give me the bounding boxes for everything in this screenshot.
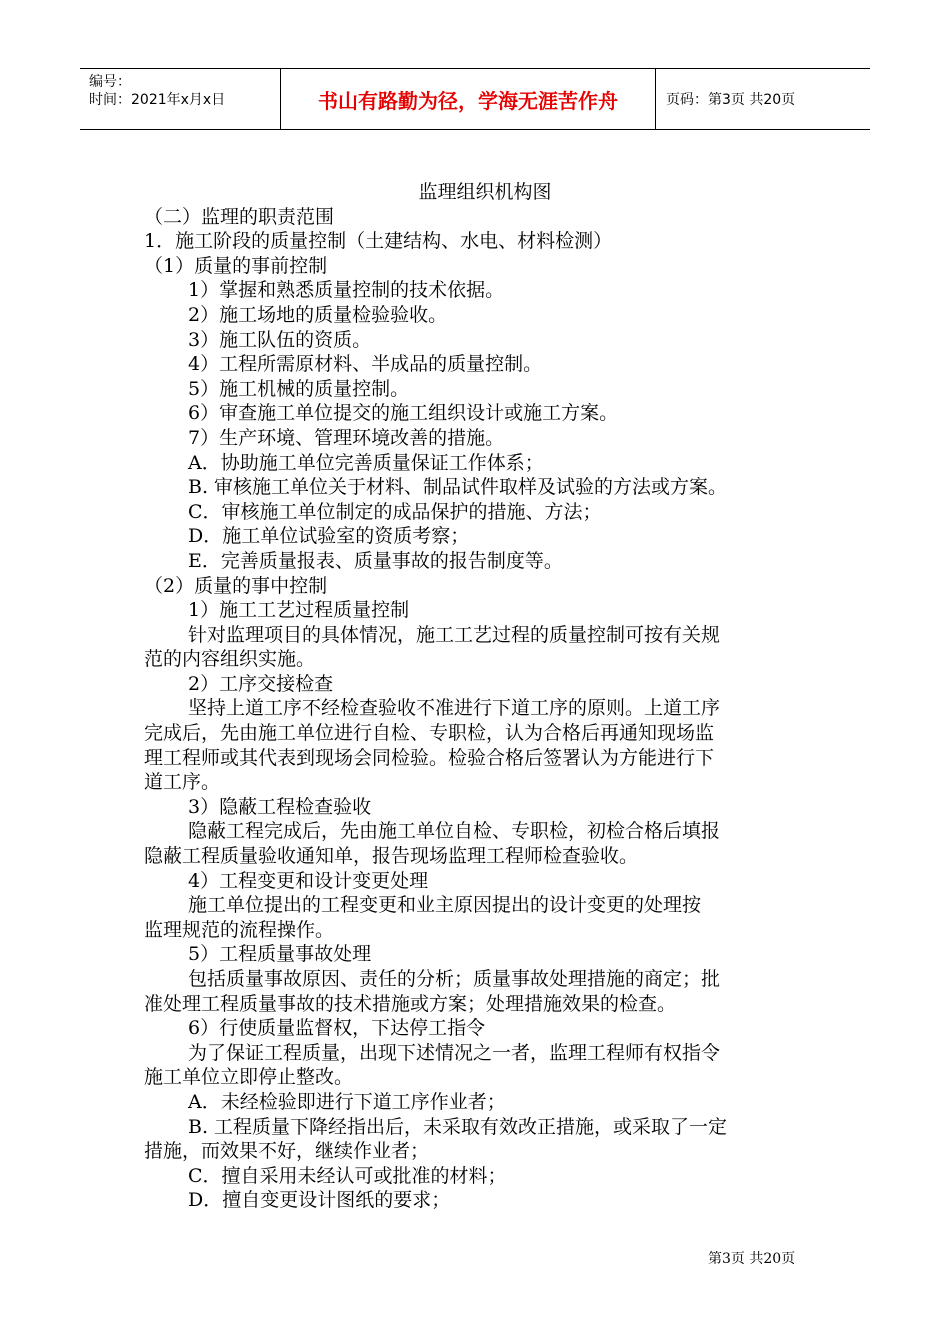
document-line: （2）质量的事中控制 <box>144 574 328 597</box>
document-title: 监理组织机构图 <box>418 181 552 203</box>
document-lines <box>144 205 814 1213</box>
document-body <box>144 180 814 1213</box>
header-motto: 书山有路勤为径，学海无涯苦作舟 <box>281 69 656 129</box>
document-line: 隐蔽工程质量验收通知单，报告现场监理工程师检查验收。 <box>144 845 639 868</box>
document-line: 5）施工机械的质量控制。 <box>188 377 410 400</box>
document-line: A．协助施工单位完善质量保证工作体系； <box>188 451 544 474</box>
document-line: 理工程师或其代表到现场会同检验。检验合格后签署认为方能进行下 <box>144 746 715 769</box>
document-line: 1）施工工艺过程质量控制 <box>188 599 410 622</box>
page-footer: 第3页 共20页 <box>708 1251 796 1267</box>
document-line: 监理规范的流程操作。 <box>144 918 335 941</box>
document-line: 2）施工场地的质量检验验收。 <box>188 303 448 326</box>
document-line: 针对监理项目的具体情况，施工工艺过程的质量控制可按有关规 <box>188 623 721 646</box>
document-line: （二）监理的职责范围 <box>144 205 335 228</box>
document-line: C．审核施工单位制定的成品保护的措施、方法； <box>188 500 602 523</box>
document-line: 坚持上道工序不经检查验收不准进行下道工序的原则。上道工序 <box>188 697 721 720</box>
document-line: 3）施工队伍的资质。 <box>188 328 372 351</box>
document-line: D．施工单位试验室的资质考察； <box>188 525 470 548</box>
page-header <box>80 68 870 130</box>
document-line: 为了保证工程质量，出现下述情况之一者，监理工程师有权指令 <box>188 1041 721 1064</box>
document-line: 4）工程变更和设计变更处理 <box>188 869 429 892</box>
document-line: 2）工序交接检查 <box>188 672 334 695</box>
document-line: D．擅自变更设计图纸的要求； <box>188 1189 451 1212</box>
document-line: 7）生产环境、管理环境改善的措施。 <box>188 426 505 449</box>
document-line: （1）质量的事前控制 <box>144 254 328 277</box>
document-line: 范的内容组织实施。 <box>144 648 316 671</box>
header-time-label: 时间：2021年x月x日 <box>89 92 226 108</box>
document-line: 4）工程所需原材料、半成品的质量控制。 <box>188 353 543 376</box>
document-line: 完成后，先由施工单位进行自检、专职检，认为合格后再通知现场监 <box>144 722 715 745</box>
document-line: 措施，而效果不好，继续作业者； <box>144 1140 430 1163</box>
document-line: 施工单位立即停止整改。 <box>144 1066 354 1089</box>
document-line: C．擅自采用未经认可或批准的材料； <box>188 1164 507 1187</box>
document-line: 3）隐蔽工程检查验收 <box>188 795 372 818</box>
document-line: 准处理工程质量事故的技术措施或方案；处理措施效果的检查。 <box>144 992 677 1015</box>
document-line: 1）掌握和熟悉质量控制的技术依据。 <box>188 279 505 302</box>
header-number-label: 编号： <box>89 74 131 90</box>
document-line: 施工单位提出的工程变更和业主原因提出的设计变更的处理按 <box>188 894 702 917</box>
document-line: A．未经检验即进行下道工序作业者； <box>188 1090 506 1113</box>
header-meta <box>80 69 281 129</box>
document-line: B. 工程质量下降经指出后，未采取有效改正措施，或采取了一定 <box>188 1115 728 1138</box>
document-line: B. 审核施工单位关于材料、制品试件取样及试验的方法或方案。 <box>188 476 728 499</box>
document-line: E．完善质量报表、质量事故的报告制度等。 <box>188 549 563 572</box>
document-line: 1．施工阶段的质量控制（土建结构、水电、材料检测） <box>144 230 613 253</box>
document-line: 隐蔽工程完成后，先由施工单位自检、专职检，初检合格后填报 <box>188 820 721 843</box>
document-line: 包括质量事故原因、责任的分析；质量事故处理措施的商定；批 <box>188 968 721 990</box>
document-line: 6）行使质量监督权，下达停工指令 <box>188 1017 486 1040</box>
document-line: 5）工程质量事故处理 <box>188 943 372 966</box>
document-line: 道工序。 <box>144 771 221 794</box>
document-line: 6）审查施工单位提交的施工组织设计或施工方案。 <box>188 402 619 425</box>
header-page-info: 页码：第3页 共20页 <box>666 92 796 108</box>
